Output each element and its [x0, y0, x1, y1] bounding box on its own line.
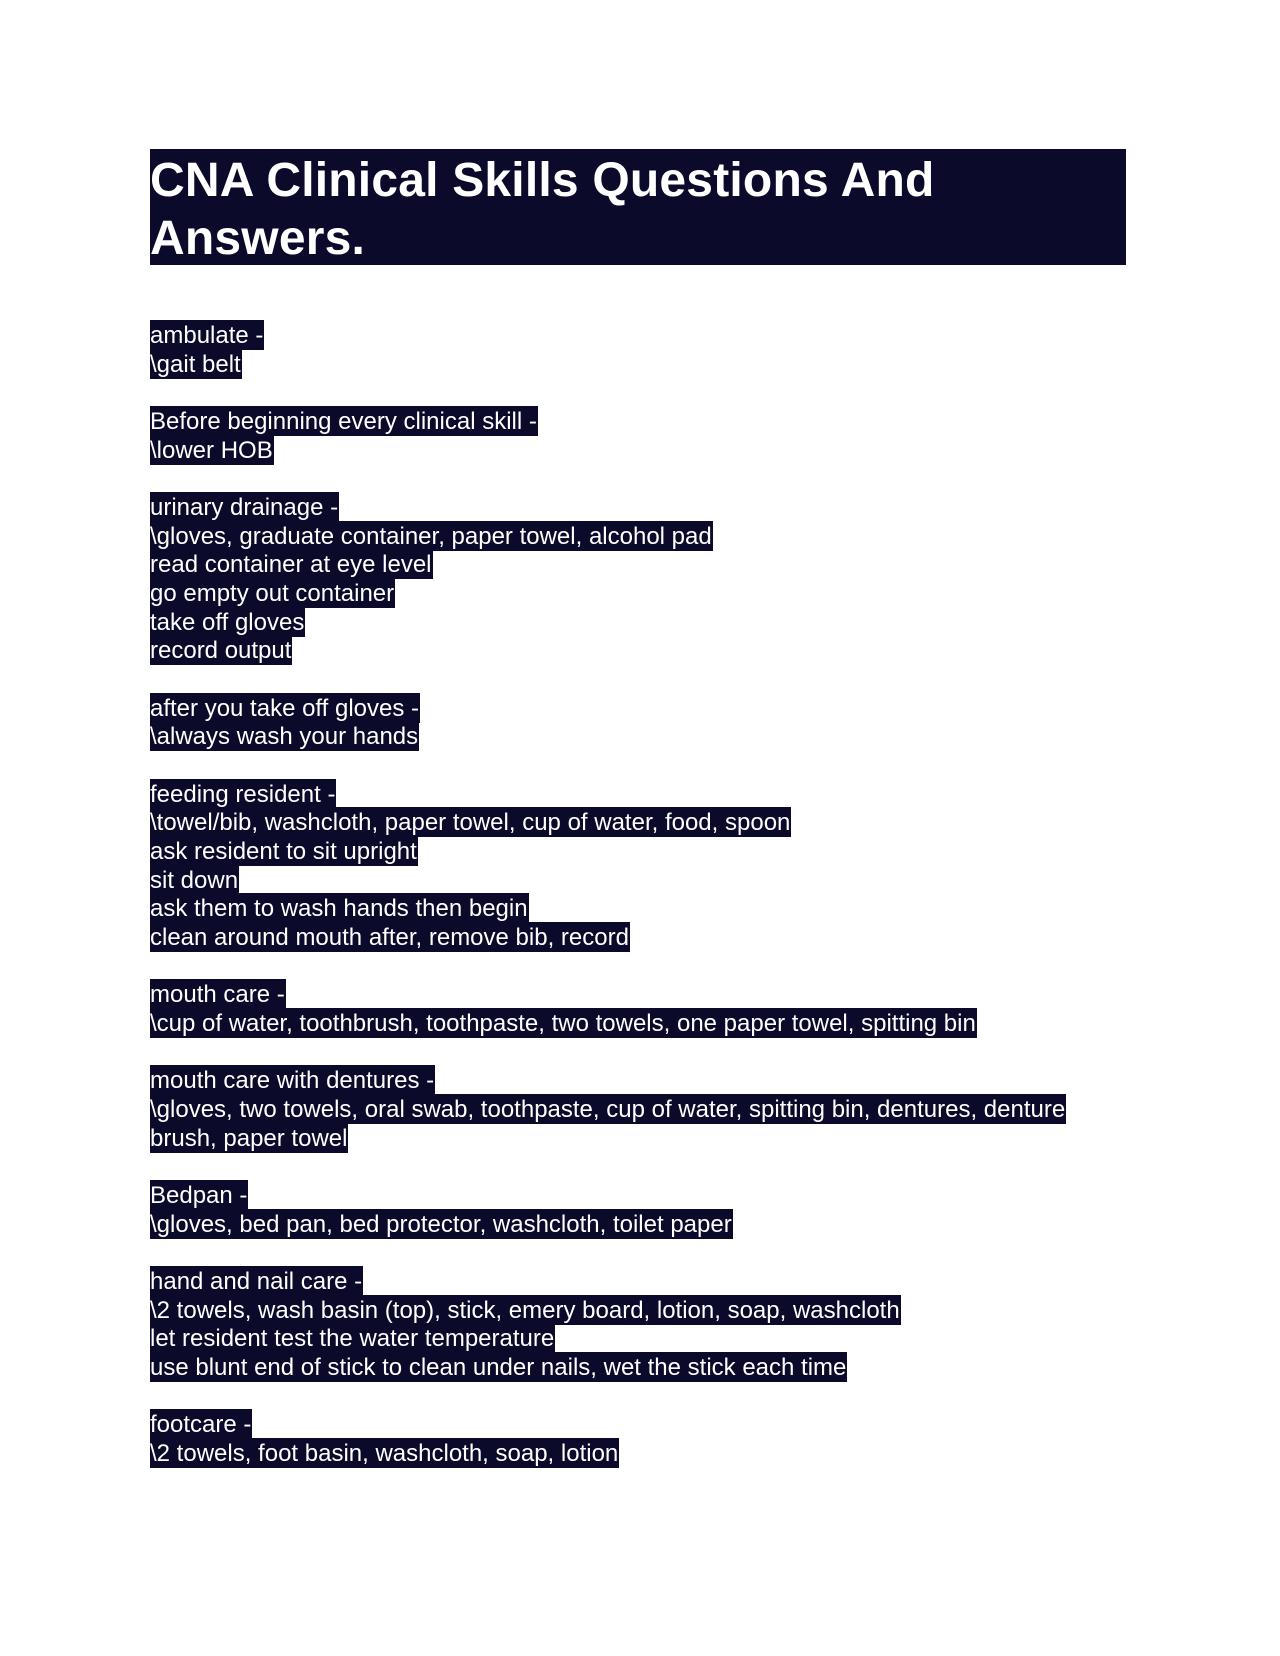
highlighted-text: \cup of water, toothbrush, toothpaste, two towels, one paper towel, spitting bin — [150, 1010, 976, 1038]
qa-entry — [150, 1182, 1126, 1239]
qa-answer-line — [150, 1125, 1126, 1154]
qa-answer-line — [150, 895, 1126, 924]
qa-answer-line — [150, 1297, 1126, 1326]
qa-question — [150, 981, 1126, 1010]
highlighted-text: use blunt end of stick to clean under nails, wet the stick each time — [150, 1354, 847, 1381]
qa-entry — [150, 1067, 1126, 1153]
qa-entry — [150, 1268, 1126, 1383]
qa-question — [150, 1268, 1126, 1297]
qa-entry — [150, 1411, 1126, 1468]
qa-answer-line — [150, 523, 1126, 552]
qa-entry — [150, 408, 1126, 465]
qa-answer-line — [150, 838, 1126, 867]
qa-answer-line — [150, 1325, 1126, 1354]
qa-answer-line — [150, 723, 1126, 752]
highlighted-text: hand and nail care - — [150, 1267, 363, 1295]
qa-question — [150, 1067, 1126, 1096]
qa-answer-line — [150, 1096, 1126, 1125]
qa-answer-line — [150, 551, 1126, 580]
qa-answer-line — [150, 437, 1126, 466]
highlighted-text: \2 towels, foot basin, washcloth, soap, lotion — [150, 1439, 619, 1467]
qa-answer-line — [150, 924, 1126, 953]
highlighted-text: \always wash your hands — [150, 723, 419, 751]
qa-answer-line — [150, 637, 1126, 666]
highlighted-text: Before beginning every clinical skill - — [150, 407, 537, 435]
highlighted-text: \towel/bib, washcloth, paper towel, cup of water, food, spoon — [150, 809, 791, 837]
qa-answer-line — [150, 809, 1126, 838]
qa-entry — [150, 981, 1126, 1038]
document-page — [150, 149, 1126, 1497]
qa-entry-list — [150, 322, 1126, 1469]
qa-answer-line — [150, 1211, 1126, 1240]
qa-answer-line — [150, 351, 1126, 380]
qa-entry — [150, 695, 1126, 752]
highlighted-text: brush, paper towel — [150, 1124, 348, 1152]
highlighted-text: ask resident to sit upright — [150, 838, 417, 865]
highlighted-text: sit down — [150, 866, 239, 894]
qa-question — [150, 781, 1126, 810]
qa-answer-line — [150, 1354, 1126, 1383]
qa-entry — [150, 494, 1126, 666]
qa-entry — [150, 781, 1126, 953]
highlighted-text: let resident test the water temperature — [150, 1325, 555, 1353]
qa-answer-line — [150, 580, 1126, 609]
highlighted-text: \gloves, graduate container, paper towel, alcohol pad — [150, 522, 712, 550]
highlighted-text: urinary drainage - — [150, 493, 339, 521]
qa-answer-line — [150, 1010, 1126, 1039]
qa-question — [150, 1182, 1126, 1211]
highlighted-text: go empty out container — [150, 580, 395, 607]
highlighted-text: read container at eye level — [150, 551, 432, 579]
qa-question — [150, 494, 1126, 523]
highlighted-text: feeding resident - — [150, 780, 336, 808]
highlighted-text: after you take off gloves - — [150, 694, 420, 722]
document-title: CNA Clinical Skills Questions And Answers. — [150, 149, 1126, 265]
highlighted-text: \2 towels, wash basin (top), stick, emery board, lotion, soap, washcloth — [150, 1296, 900, 1324]
qa-question — [150, 322, 1126, 351]
highlighted-text: ambulate - — [150, 322, 264, 349]
highlighted-text: \gait belt — [150, 350, 241, 378]
qa-question — [150, 695, 1126, 724]
highlighted-text: record output — [150, 637, 292, 665]
highlighted-text: clean around mouth after, remove bib, record — [150, 924, 629, 952]
qa-question — [150, 1411, 1126, 1440]
qa-question — [150, 408, 1126, 437]
highlighted-text: ask them to wash hands then begin — [150, 895, 528, 923]
qa-answer-line — [150, 609, 1126, 638]
highlighted-text: \lower HOB — [150, 436, 273, 464]
highlighted-text: take off gloves — [150, 608, 305, 636]
qa-answer-line — [150, 867, 1126, 896]
qa-entry — [150, 322, 1126, 379]
highlighted-text: mouth care with dentures - — [150, 1067, 435, 1095]
highlighted-text: mouth care - — [150, 981, 285, 1009]
highlighted-text: \gloves, two towels, oral swab, toothpaste, cup of water, spitting bin, dentures, denture — [150, 1096, 1066, 1123]
highlighted-text: footcare - — [150, 1411, 252, 1439]
qa-answer-line — [150, 1440, 1126, 1469]
highlighted-text: \gloves, bed pan, bed protector, washcloth, toilet paper — [150, 1210, 732, 1238]
highlighted-text: Bedpan - — [150, 1181, 248, 1209]
